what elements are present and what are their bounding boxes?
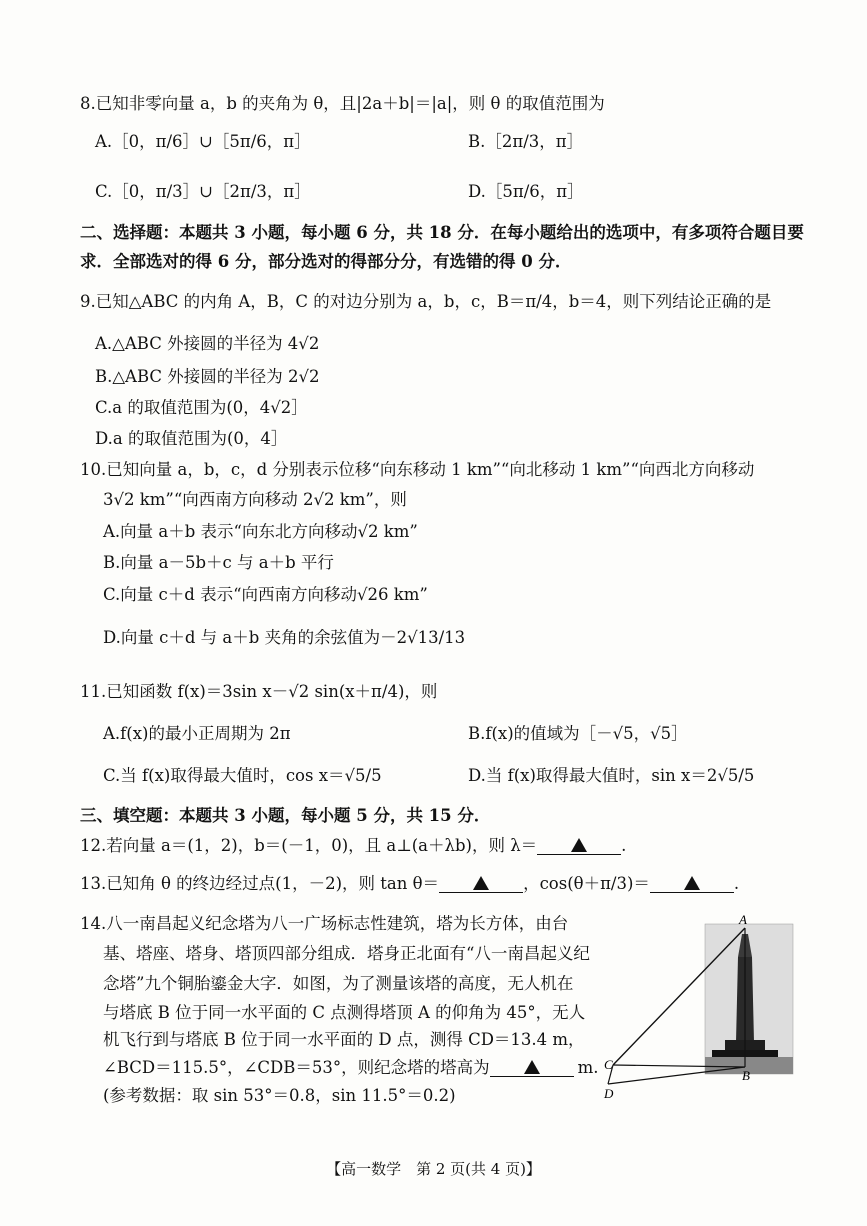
q11-option-b: B.f(x)的值域为［－√5，√5］ bbox=[468, 724, 688, 743]
q14-answer-blank[interactable] bbox=[490, 1058, 574, 1077]
q13-cos-text: ，cos(θ＋π/3)＝ bbox=[523, 874, 650, 893]
q13-cos-blank[interactable] bbox=[650, 874, 734, 893]
q14-line5: 机飞行到与塔底 B 位于同一水平面的 D 点，测得 CD＝13.4 m， bbox=[103, 1030, 585, 1049]
q9-option-d: D.a 的取值范围为(0，4］ bbox=[95, 429, 288, 448]
section2-instructions-line1: 二、选择题：本题共 3 小题，每小题 6 分，共 18 分．在每小题给出的选项中，有多项符合题目要 bbox=[80, 223, 804, 242]
label-b: B bbox=[742, 1068, 750, 1083]
q10-option-c: C.向量 c＋d 表示“向西南方向移动√26 km” bbox=[103, 585, 428, 604]
q10-option-b: B.向量 a－5b＋c 与 a＋b 平行 bbox=[103, 553, 334, 572]
q14-line1: 14.八一南昌起义纪念塔为八一广场标志性建筑，塔为长方体，由台 bbox=[80, 914, 569, 933]
blank-triangle-icon bbox=[571, 838, 587, 852]
label-c: C bbox=[604, 1057, 613, 1072]
q12-line bbox=[80, 836, 626, 856]
q13-period: . bbox=[733, 874, 740, 893]
q11-stem: 11.已知函数 f(x)＝3sin x－√2 sin(x＋π/4)，则 bbox=[80, 682, 438, 701]
q9-stem: 9.已知△ABC 的内角 A，B，C 的对边分别为 a，b，c，B＝π/4，b＝4，则下列结论正确的是 bbox=[80, 292, 772, 311]
blank-triangle-icon bbox=[684, 876, 700, 890]
q12-text: 12.若向量 a＝(1，2)，b＝(－1，0)，且 a⊥(a＋λb)，则 λ＝ bbox=[80, 836, 538, 855]
q13-tan-blank[interactable] bbox=[439, 874, 523, 893]
q9-option-b: B.△ABC 外接圆的半径为 2√2 bbox=[95, 367, 320, 386]
q10-stem-line1: 10.已知向量 a，b，c，d 分别表示位移“向东移动 1 km”“向北移动 1 km”“向西北方向移动 bbox=[80, 460, 755, 479]
q8-stem: 8.已知非零向量 a，b 的夹角为 θ，且|2a＋b|＝|a|，则 θ 的取值范围为 bbox=[80, 94, 605, 113]
q13-text: 13.已知角 θ 的终边经过点(1，－2)，则 tan θ＝ bbox=[80, 874, 440, 893]
q14-line6-text: ∠BCD＝115.5°，∠CDB＝53°，则纪念塔的塔高为 bbox=[103, 1058, 490, 1077]
q8-option-d: D.［5π/6，π］ bbox=[468, 182, 584, 201]
tower-figure bbox=[600, 912, 800, 1112]
q8-option-b: B.［2π/3，π］ bbox=[468, 132, 584, 151]
q9-option-a: A.△ABC 外接圆的半径为 4√2 bbox=[95, 334, 320, 353]
label-d: D bbox=[604, 1086, 614, 1101]
section3-title: 三、填空题：本题共 3 小题，每小题 5 分，共 15 分． bbox=[80, 806, 491, 825]
label-a: A bbox=[739, 912, 747, 927]
q12-answer-blank[interactable] bbox=[537, 836, 621, 855]
q14-unit: m. bbox=[577, 1058, 599, 1077]
blank-triangle-icon bbox=[473, 876, 489, 890]
q14-line6 bbox=[103, 1058, 599, 1078]
page-footer: 【高一数学 第 2 页(共 4 页)】 bbox=[326, 1160, 541, 1178]
q14-line4: 与塔底 B 位于同一水平面的 C 点测得塔顶 A 的仰角为 45°，无人 bbox=[103, 1003, 586, 1022]
q11-option-d: D.当 f(x)取得最大值时，sin x＝2√5/5 bbox=[468, 766, 755, 785]
q10-option-d: D.向量 c＋d 与 a＋b 夹角的余弦值为－2√13/13 bbox=[103, 628, 466, 647]
line-db bbox=[608, 1067, 745, 1084]
section2-instructions-line2: 求．全部选对的得 6 分，部分选对的得部分分，有选错的得 0 分． bbox=[80, 252, 572, 271]
q14-line3: 念塔”九个铜胎鎏金大字．如图，为了测量该塔的高度，无人机在 bbox=[103, 974, 574, 993]
q12-period: . bbox=[621, 836, 627, 855]
q10-stem-line2: 3√2 km”“向西南方向移动 2√2 km”，则 bbox=[103, 490, 407, 509]
q10-option-a: A.向量 a＋b 表示“向东北方向移动√2 km” bbox=[103, 522, 418, 541]
q8-option-c: C.［0，π/3］∪［2π/3，π］ bbox=[95, 182, 311, 201]
q13-line bbox=[80, 874, 739, 894]
blank-triangle-icon bbox=[524, 1060, 540, 1074]
q14-line2: 基、塔座、塔身、塔顶四部分组成．塔身正北面有“八一南昌起义纪 bbox=[103, 944, 590, 963]
q11-option-c: C.当 f(x)取得最大值时，cos x＝√5/5 bbox=[103, 766, 382, 785]
q8-option-a: A.［0，π/6］∪［5π/6，π］ bbox=[95, 132, 311, 151]
q11-option-a: A.f(x)的最小正周期为 2π bbox=[103, 724, 291, 743]
q9-option-c: C.a 的取值范围为(0，4√2］ bbox=[95, 398, 308, 417]
q14-line7: (参考数据：取 sin 53°＝0.8，sin 11.5°＝0.2) bbox=[103, 1086, 456, 1105]
